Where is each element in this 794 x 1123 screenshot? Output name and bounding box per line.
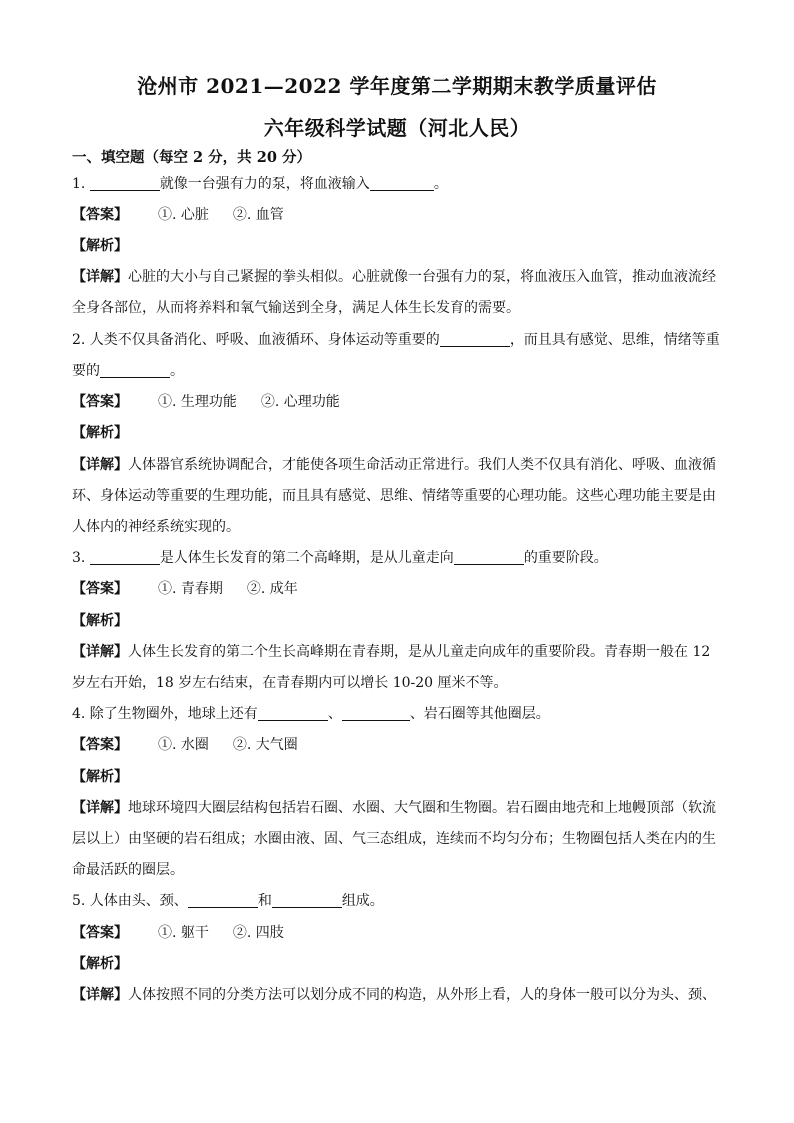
answer-blank[interactable] bbox=[258, 704, 328, 721]
answer-tag: 【答案】 bbox=[72, 394, 128, 410]
analysis-tag: 【解析】 bbox=[72, 238, 128, 254]
analysis-tag: 【解析】 bbox=[72, 425, 128, 441]
analysis-row bbox=[72, 606, 722, 637]
answer-tag: 【答案】 bbox=[72, 581, 128, 597]
section-heading: 一、填空题（每空 2 分，共 20 分） bbox=[72, 149, 311, 166]
answer-blank[interactable] bbox=[188, 891, 258, 908]
answer-option-1: ①. 心脏 bbox=[158, 207, 209, 223]
analysis-row bbox=[72, 231, 722, 262]
detail-tag: 【详解】 bbox=[72, 987, 128, 1003]
analysis-tag: 【解析】 bbox=[72, 769, 128, 785]
question-1: 1. 就像一台强有力的泵，将血液输入 。 bbox=[72, 176, 448, 192]
question-3: 3. 是人体生长发育的第二个高峰期，是从儿童走向 的重要阶段。 bbox=[72, 550, 608, 566]
answer-option-2: ②. 血管 bbox=[232, 207, 284, 223]
analysis-row bbox=[72, 418, 722, 449]
page-subtitle: 六年级科学试题（河北人民） bbox=[263, 116, 531, 140]
answer-row bbox=[72, 200, 722, 231]
question-4: 4. 除了生物圈外，地球上还有 、 、岩石圈等其他圈层。 bbox=[72, 706, 550, 722]
answer-blank[interactable] bbox=[440, 330, 510, 347]
page-title: 沧州市 2021—2022 学年度第二学期期末教学质量评估 bbox=[137, 74, 657, 98]
question-5: 5. 人体由头、颈、 和 组成。 bbox=[72, 893, 384, 909]
detail-tag: 【详解】 bbox=[72, 457, 128, 473]
answer-option-2: ②. 成年 bbox=[246, 581, 298, 597]
detail-text: 层以上）由坚硬的岩石组成；水圈由液、固、气三态组成，连续而不均匀分布；生物圈包括人类在内的生 bbox=[72, 831, 716, 847]
detail-text: 人体内的神经系统实现的。 bbox=[72, 519, 240, 535]
detail-row: 【详解】人体按照不同的分类方法可以划分成不同的构造，从外形上看，人的身体一般可以分为头、颈、 bbox=[72, 987, 716, 1003]
analysis-tag: 【解析】 bbox=[72, 956, 128, 972]
detail-row: 【详解】人体生长发育的第二个生长高峰期在青春期，是从儿童走向成年的重要阶段。青春期一般在 12 bbox=[72, 644, 711, 660]
answer-option-1: ①. 青春期 bbox=[158, 581, 223, 597]
answer-blank[interactable] bbox=[90, 548, 160, 565]
answer-row bbox=[72, 574, 722, 605]
answer-option-1: ①. 躯干 bbox=[158, 925, 209, 941]
detail-row: 【详解】心脏的大小与自己紧握的拳头相似。心脏就像一台强有力的泵，将血液压入血管，推动血液流经 bbox=[72, 269, 716, 285]
answer-option-1: ①. 水圈 bbox=[158, 737, 209, 753]
question-2: 2. 人类不仅具备消化、呼吸、血液循环、身体运动等重要的 ，而且具有感觉、思维，情绪等重 bbox=[72, 332, 720, 348]
answer-option-2: ②. 心理功能 bbox=[260, 394, 340, 410]
answer-option-2: ②. 四肢 bbox=[232, 925, 284, 941]
answer-row bbox=[72, 918, 722, 949]
analysis-tag: 【解析】 bbox=[72, 613, 128, 629]
detail-tag: 【详解】 bbox=[72, 644, 128, 660]
answer-row bbox=[72, 730, 722, 761]
answer-tag: 【答案】 bbox=[72, 737, 128, 753]
detail-row: 【详解】人体器官系统协调配合，才能使各项生命活动正常进行。我们人类不仅具有消化、呼吸、血液循 bbox=[72, 457, 716, 473]
answer-tag: 【答案】 bbox=[72, 207, 128, 223]
answer-blank[interactable] bbox=[100, 361, 170, 378]
answer-tag: 【答案】 bbox=[72, 925, 128, 941]
answer-row bbox=[72, 387, 722, 418]
detail-tag: 【详解】 bbox=[72, 800, 128, 816]
detail-tag: 【详解】 bbox=[72, 269, 128, 285]
detail-row: 【详解】地球环境四大圈层结构包括岩石圈、水圈、大气圈和生物圈。岩石圈由地壳和上地幔顶部（软流 bbox=[72, 800, 716, 816]
question-2-cont: 要的 。 bbox=[72, 363, 184, 379]
detail-text: 岁左右开始，18 岁左右结束，在青春期内可以增长 10-20 厘米不等。 bbox=[72, 675, 508, 691]
answer-blank[interactable] bbox=[90, 174, 160, 191]
answer-blank[interactable] bbox=[342, 704, 410, 721]
analysis-row bbox=[72, 762, 722, 793]
answer-blank[interactable] bbox=[272, 891, 342, 908]
answer-blank[interactable] bbox=[370, 174, 434, 191]
answer-option-2: ②. 大气圈 bbox=[232, 737, 298, 753]
detail-text: 全身各部位，从而将养料和氧气输送到全身，满足人体生长发育的需要。 bbox=[72, 300, 520, 316]
analysis-row bbox=[72, 949, 722, 980]
answer-blank[interactable] bbox=[454, 548, 524, 565]
answer-option-1: ①. 生理功能 bbox=[158, 394, 237, 410]
detail-text: 环、身体运动等重要的生理功能，而且具有感觉、思维、情绪等重要的心理功能。这些心理功能主要是由 bbox=[72, 488, 716, 504]
detail-text: 命最活跃的圈层。 bbox=[72, 862, 184, 878]
